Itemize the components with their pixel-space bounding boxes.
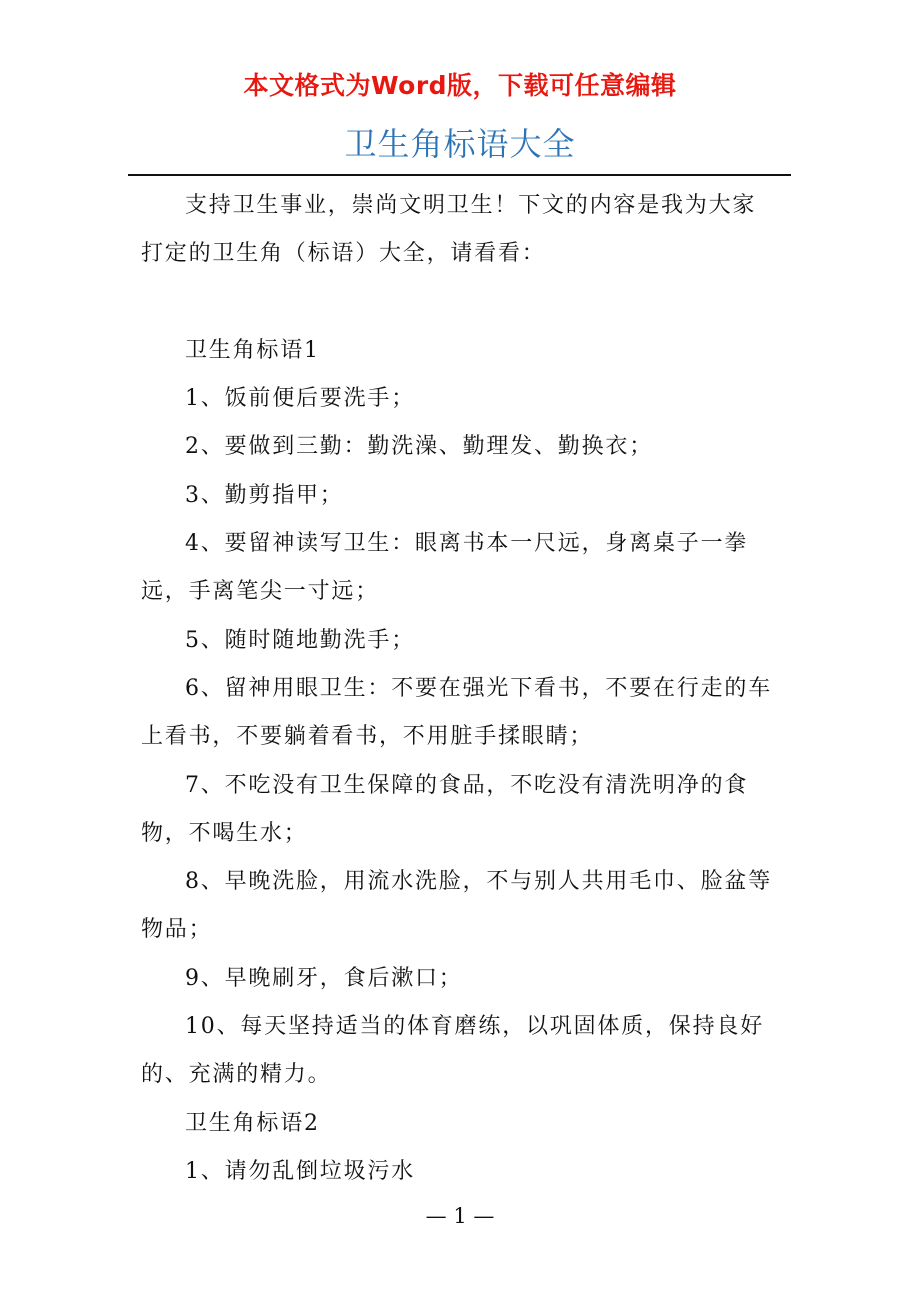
page-number: — 1 — (425, 1204, 495, 1228)
format-banner: 本文格式为Word版，下载可任意编辑 (243, 71, 677, 100)
document-title: 卫生角标语大全 (344, 125, 576, 163)
list-item: 7、不吃没有卫生保障的食品，不吃没有清洗明净的食物，不喝生水； (141, 772, 749, 846)
section-heading: 卫生角标语1 (185, 337, 320, 363)
list-item: 1、请勿乱倒垃圾污水 (185, 1158, 415, 1184)
list-item: 9、早晚刷牙，食后漱口； (185, 965, 463, 991)
list-item: 1、饭前便后要洗手； (185, 386, 415, 412)
intro-paragraph: 支持卫生事业，崇尚文明卫生！下文的内容是我为大家打定的卫生角（标语）大全，请看看： (141, 193, 757, 267)
list-item: 3、勤剪指甲； (185, 482, 344, 508)
list-item: 4、要留神读写卫生：眼离书本一尺远，身离桌子一拳远，手离笔尖一寸远； (141, 531, 749, 605)
list-item: 6、留神用眼卫生：不要在强光下看书，不要在行走的车上看书，不要躺着看书，不用脏手揉眼睛； (141, 675, 772, 750)
list-item: 10、每天坚持适当的体育磨练，以巩固体质，保持良好的、充满的精力。 (141, 1014, 764, 1088)
section-heading: 卫生角标语2 (185, 1110, 320, 1136)
document-body (141, 182, 777, 1196)
list-item: 2、要做到三勤：勤洗澡、勤理发、勤换衣； (185, 434, 653, 460)
blank-line (141, 279, 777, 327)
list-item: 5、随时随地勤洗手； (185, 627, 415, 653)
list-item: 8、早晚洗脸，用流水洗脸，不与别人共用毛巾、脸盆等物品； (141, 869, 772, 943)
title-divider (128, 174, 791, 176)
